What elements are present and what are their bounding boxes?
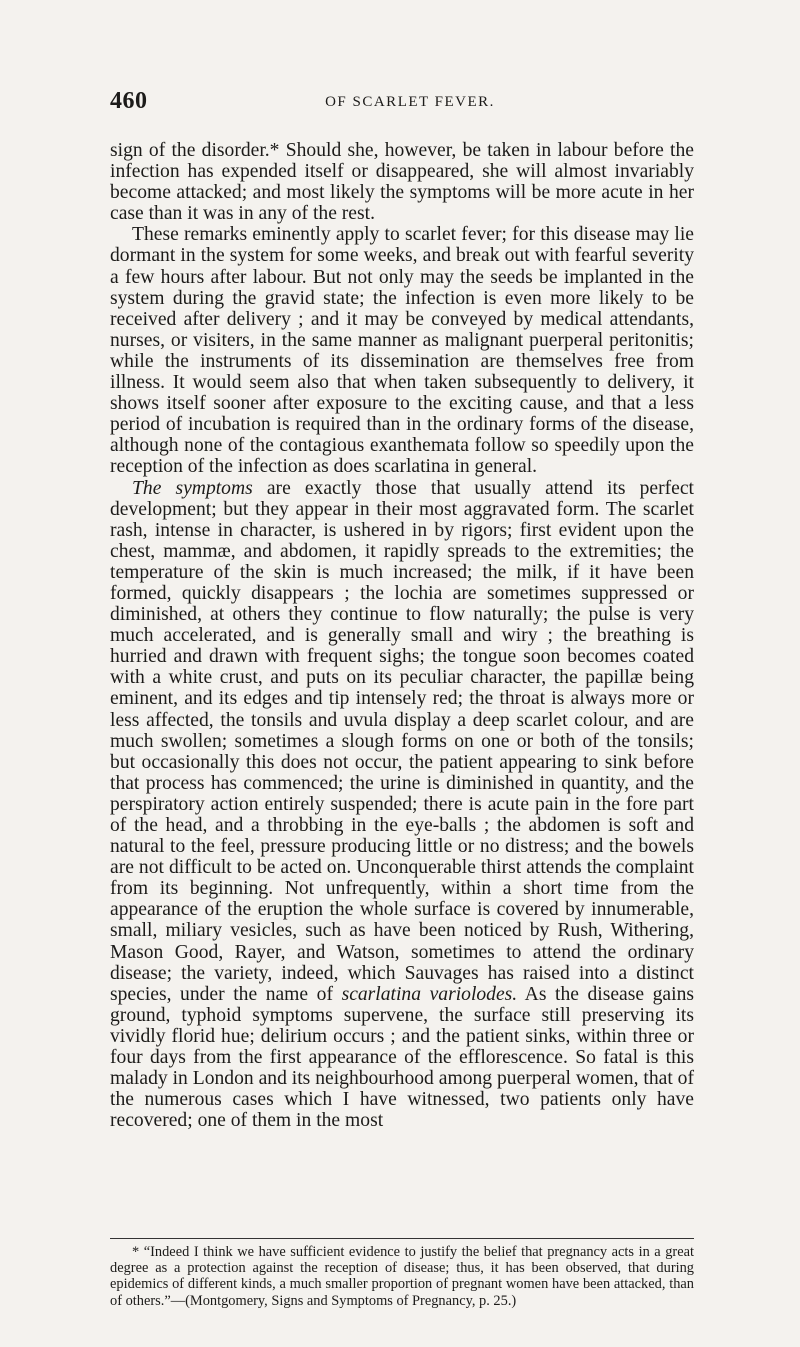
paragraph-2: These remarks eminently apply to scarlet fever; for this disease may lie dormant in the system for some weeks, and break out with fearful severity a few hours after labour. But not only may the seeds be implanted in the system during the gravid state; the infection is even more likely to be received after delivery ; and it may be conveyed by medical attendants, nurses, or visiters, in the same manner as malignant puerperal peritonitis; while the instruments of its dissemination are themselves free from illness. It would seem also that when taken subsequently to delivery, it shows itself sooner after exposure to the exciting cause, and that a less period of incubation is required than in the ordinary forms of the disease, although none of the contagious exanthemata follow so speedily upon the reception of the infection as does scarlatina in general. <box>110 224 694 478</box>
paragraph-3-text-b: As the disease gains ground, typhoid symptoms supervene, the surface still preserving its vividly florid hue; delirium occurs ; and the patient sinks, within three or four days from the first appearance of the efflorescence. So fatal is this malady in London and its neighbourhood among puerperal women, that of the numerous cases which I have witnessed, two patients only have recovered; one of them in the most <box>110 983 694 1132</box>
page-number: 460 <box>110 88 148 114</box>
italic-term-scarlatina: scarlatina variolodes. <box>341 983 518 1005</box>
paragraph-3 <box>110 478 694 1132</box>
italic-lead-symptoms: The symptoms <box>132 477 253 499</box>
page-header <box>110 88 690 124</box>
body-text <box>110 140 694 1131</box>
paragraph-3-text-a: are exactly those that usually attend its perfect development; but they appear in their most aggravated form. The scarlet rash, intense in character, is ushered in by rigors; first evident upon the chest, mammæ, and abdomen, it rapidly spreads to the extremities; the temperature of the skin is much increased; the milk, if it have been formed, quickly disappears ; the lochia are sometimes suppressed or diminished, at others they continue to flow naturally; the pulse is very much accelerated, and is generally small and wiry ; the breathing is hurried and drawn with frequent sighs; the tongue soon becomes coated with a white crust, and puts on its peculiar character, the papillæ being eminent, and its edges and tip intensely red; the throat is always more or less affected, the tonsils and uvula display a deep scarlet colour, and are much swollen; sometimes a slough forms on one or both of the tonsils; but occasionally this does not occur, the patient appearing to sink before that process has commenced; the urine is diminished in quantity, and the perspiratory action entirely suspended; there is acute pain in the fore part of the head, and a throbbing in the eye-balls ; the abdomen is soft and natural to the feel, pressure producing little or no distress; and the bowels are not difficult to be acted on. Unconquerable thirst attends the complaint from its beginning. Not unfrequently, within a short time from the appearance of the eruption the whole surface is covered by innumerable, small, miliary vesicles, such as have been noticed by Rush, Withering, Mason Good, Rayer, and Watson, sometimes to attend the ordinary disease; the variety, indeed, which Sauvages has raised into a distinct species, under the name of <box>110 477 694 1005</box>
footnote-divider <box>110 1238 694 1239</box>
running-title: OF SCARLET FEVER. <box>325 94 495 110</box>
footnote: * “Indeed I think we have sufficient evidence to justify the belief that pregnancy acts in a great degree as a protection against the reception of disease; thus, it has been observed, that during epidemics of different kinds, a much smaller proportion of pregnant women have been attacked, than of others.”—(Montgomery, Signs and Symptoms of Pregnancy, p. 25.) <box>110 1244 694 1309</box>
paragraph-1: sign of the disorder.* Should she, however, be taken in labour before the infection has expended itself or disappeared, she will almost invariably become attacked; and most likely the symptoms will be more acute in her case than it was in any of the rest. <box>110 140 694 225</box>
